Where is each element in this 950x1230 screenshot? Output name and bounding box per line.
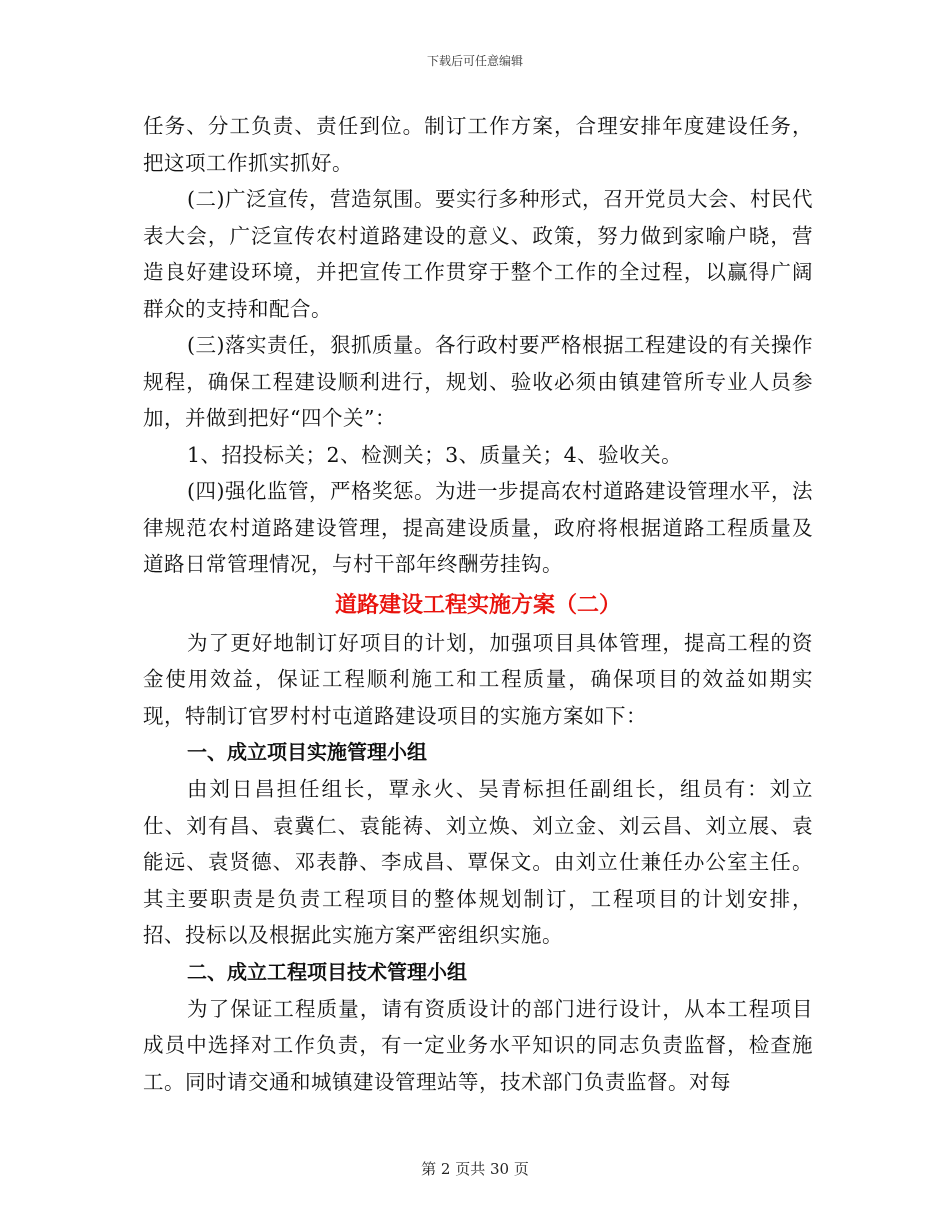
paragraph-responsibility: (三)落实责任，狠抓质量。各行政村要严格根据工程建设的有关操作规程，确保工程建设顺利进行，规划、验收必须由镇建管所专业人员参加，并做到把好“四个关”：: [143, 333, 813, 430]
paragraph-supervision: (四)强化监管，严格奖惩。为进一步提高农村道路建设管理水平，法律规范农村道路建设管理，提高建设质量，政府将根据道路工程质量及道路日常管理情况，与村干部年终酬劳挂钩。: [143, 479, 813, 576]
paragraph-publicity: (二)广泛宣传，营造氛围。要实行多种形式，召开党员大会、村民代表大会，广泛宣传农村道路建设的意义、政策，努力做到家喻户晓，营造良好建设环境，并把宣传工作贯穿于整个工作的全过程，以赢得广阔群众的支持和配合。: [143, 187, 813, 321]
paragraph-technical-group: 为了保证工程质量，请有资质设计的部门进行设计，从本工程项目成员中选择对工作负责，有一定业务水平知识的同志负责监督，检查施工。同时请交通和城镇建设管理站等，技术部门负责监督。对每: [143, 996, 813, 1094]
paragraph-continuation: 任务、分工负责、责任到位。制订工作方案，合理安排年度建设任务，把这项工作抓实抓好。: [143, 114, 813, 175]
section-title: 道路建设工程实施方案（二）: [334, 591, 621, 618]
paragraph-intro: 为了更好地制订好项目的计划，加强项目具体管理，提高工程的资金使用效益，保证工程顺利施工和工程质量，确保项目的效益如期实现，特制订官罗村村屯道路建设项目的实施方案如下：: [143, 630, 813, 728]
paragraph-management-group: 由刘日昌担任组长，覃永火、吴青标担任副组长，组员有：刘立仕、刘有昌、袁冀仁、袁能祷、刘立焕、刘立金、刘云昌、刘立展、袁能远、袁贤德、邓表静、李成昌、覃保文。由刘立仕兼任办公室主任。其主要职责是负责工程项目的整体规划制订，工程项目的计划安排，招、投标以及根据此实施方案严密组织实施。: [143, 777, 813, 947]
document-body: [143, 108, 813, 1100]
page-footer: 第 2 页共 30 页: [421, 1160, 529, 1178]
page-header: 下载后可任意编辑: [426, 54, 523, 68]
subheading-technical-group: 二、成立工程项目技术管理小组: [187, 959, 467, 984]
paragraph-four-checks: 1、招投标关；2、检测关；3、质量关；4、验收关。: [187, 442, 683, 467]
subheading-management-group: 一、成立项目实施管理小组: [187, 740, 427, 764]
